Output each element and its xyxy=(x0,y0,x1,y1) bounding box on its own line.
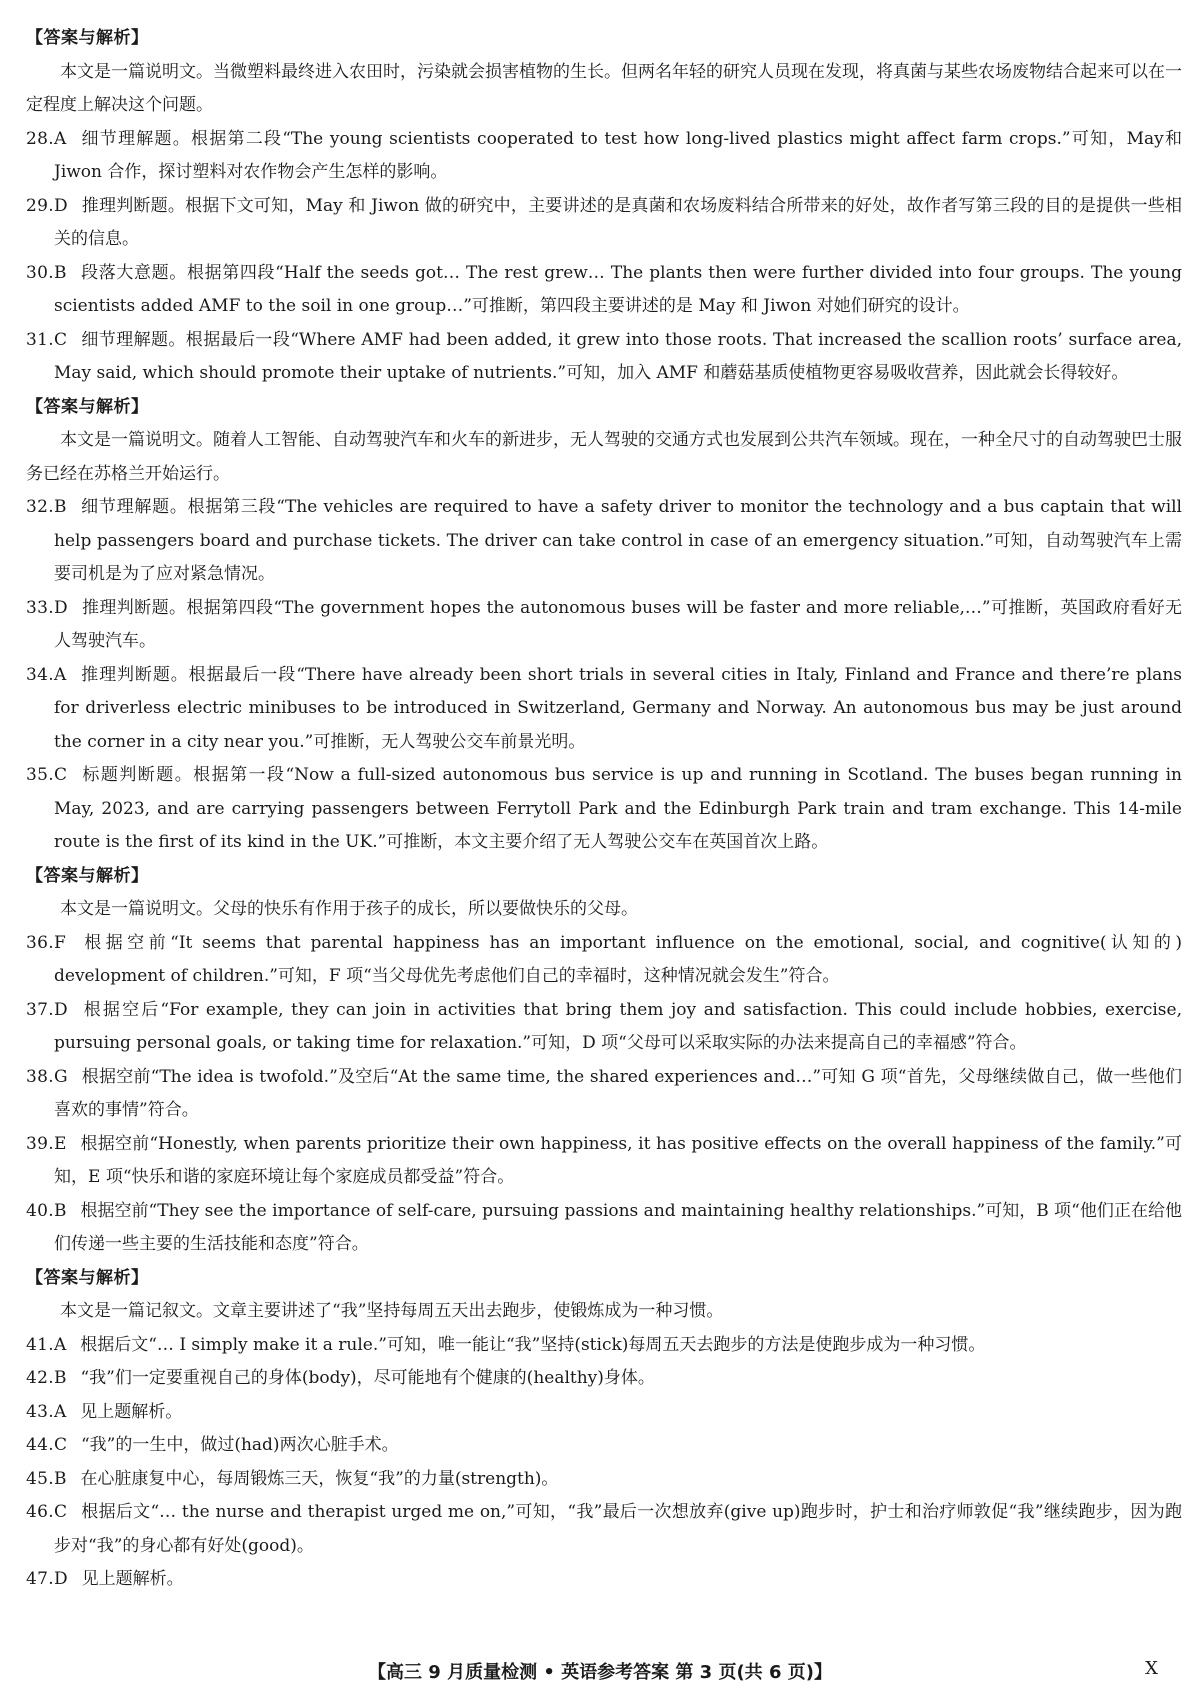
item-answer: B xyxy=(53,1468,67,1489)
item-answer: A xyxy=(53,128,67,149)
item-explanation: 推理判断题。根据下文可知，May 和 Jiwon 做的研究中，主要讲述的是真菌和农场废料结合所带来的好处，故作者写第三段的目的是提供一些相关的信息。 xyxy=(54,195,1182,249)
item-number: 42. xyxy=(26,1368,54,1388)
item-answer: C xyxy=(53,1435,67,1455)
item-answer: B xyxy=(53,1200,67,1221)
item-answer: B xyxy=(53,262,67,283)
answer-content xyxy=(26,22,1182,1597)
answer-item xyxy=(26,1329,1182,1363)
section-header: 【答案与解析】 xyxy=(26,396,149,417)
item-explanation: 根据后文“… the nurse and therapist urged me on,”可知，“我”最后一次想放弃(give up)跑步时，护士和治疗师敦促“我”继续跑步，因为跑步对“我”的身心都有好处(good)。 xyxy=(54,1502,1182,1556)
item-explanation: 推理判断题。根据第四段“The government hopes the autonomous buses will be faster and more reliable,…”可推断，英国政府看好无人驾驶汽车。 xyxy=(54,597,1182,651)
item-explanation: 根据空后“For example, they can join in activities that bring them joy and satisfaction. This could include hobbies, exercise, pursuing personal goals, or taking time for relaxation.”可知，D 项“父母可以采取实际的办法来提高自己的幸福感”符合。 xyxy=(54,999,1182,1053)
item-number: 43. xyxy=(26,1401,54,1422)
item-number: 44. xyxy=(26,1435,54,1455)
answer-item xyxy=(26,257,1182,324)
item-answer: D xyxy=(53,1569,68,1589)
item-explanation: “我”的一生中，做过(had)两次心脏手术。 xyxy=(80,1435,399,1455)
item-number: 28. xyxy=(26,128,54,149)
item-answer: E xyxy=(53,1133,67,1154)
item-number: 41. xyxy=(26,1334,54,1355)
section-header: 【答案与解析】 xyxy=(26,1267,149,1288)
answer-section xyxy=(26,860,1182,1262)
answer-item xyxy=(26,491,1182,592)
item-answer: B xyxy=(53,497,67,517)
item-answer: G xyxy=(53,1066,68,1087)
item-answer: D xyxy=(53,195,68,216)
item-answer: C xyxy=(53,765,67,785)
item-answer: A xyxy=(53,1334,67,1355)
answer-item xyxy=(26,659,1182,760)
section-intro: 本文是一篇记叙文。文章主要讲述了“我”坚持每周五天出去跑步，使锻炼成为一种习惯。 xyxy=(60,1301,724,1321)
answer-item xyxy=(26,592,1182,659)
answer-item xyxy=(26,759,1182,860)
item-explanation: 细节理解题。根据第三段“The vehicles are required to have a safety driver to monitor the technology and a bus captain that will help passengers board and purchase tickets. The driver can take control in case of an emergency situation.”可知，自动驾驶汽车上需要司机是为了应对紧急情况。 xyxy=(54,497,1182,584)
item-answer: A xyxy=(53,1401,67,1422)
item-explanation: 见上题解析。 xyxy=(80,1401,183,1422)
item-number: 36. xyxy=(26,932,54,953)
section-intro: 本文是一篇说明文。父母的快乐有作用于孩子的成长，所以要做快乐的父母。 xyxy=(60,899,638,919)
item-explanation: 根据空前“Honestly, when parents prioritize their own happiness, it has positive effects on the overall happiness of the family.”可知，E 项“快乐和谐的家庭环境让每个家庭成员都受益”符合。 xyxy=(54,1133,1182,1187)
section-header: 【答案与解析】 xyxy=(26,28,149,48)
answer-item xyxy=(26,1362,1182,1396)
item-number: 38. xyxy=(26,1066,54,1087)
item-number: 40. xyxy=(26,1200,54,1221)
footer-version-mark: X xyxy=(1145,1658,1158,1679)
item-number: 45. xyxy=(26,1468,54,1489)
item-number: 46. xyxy=(26,1502,54,1522)
item-explanation: 细节理解题。根据最后一段“Where AMF had been added, it grew into those roots. That increased the scallion roots’ surface area, May said, which should promote their uptake of nutrients.”可知，加入 AMF 和蘑菇基质使植物更容易吸收营养，因此就会长得较好。 xyxy=(54,329,1182,383)
answer-section xyxy=(26,391,1182,860)
item-number: 29. xyxy=(26,195,54,216)
section-intro: 本文是一篇说明文。随着人工智能、自动驾驶汽车和火车的新进步，无人驾驶的交通方式也发展到公共汽车领域。现在，一种全尺寸的自动驾驶巴士服务已经在苏格兰开始运行。 xyxy=(26,430,1182,484)
item-answer: B xyxy=(53,1368,67,1388)
item-explanation: 标题判断题。根据第一段“Now a full-sized autonomous bus service is up and running in Scotland. The buses began running in May, 2023, and are carrying passengers between Ferrytoll Park and the Edinburgh Park train and tram exchange. This 14-mile route is the first of its kind in the UK.”可推断，本文主要介绍了无人驾驶公交车在英国首次上路。 xyxy=(54,765,1182,852)
item-number: 33. xyxy=(26,597,54,618)
item-explanation: 根据空前“It seems that parental happiness has an important influence on the emotional, social, and cognitive(认知的) development of children.”可知，F 项“当父母优先考虑他们自己的幸福时，这种情况就会发生”符合。 xyxy=(54,932,1182,986)
answer-item xyxy=(26,994,1182,1061)
answer-item xyxy=(26,927,1182,994)
item-explanation: 段落大意题。根据第四段“Half the seeds got… The rest grew… The plants then were further divided into four groups. The young scientists added AMF to the soil in one group…”可推断，第四段主要讲述的是 May 和 Jiwon 对她们研究的设计。 xyxy=(54,262,1182,316)
item-number: 47. xyxy=(26,1569,54,1589)
answer-section xyxy=(26,22,1182,391)
item-explanation: 根据空前“They see the importance of self-care, pursuing passions and maintaining healthy relationships.”可知，B 项“他们正在给他们传递一些主要的生活技能和态度”符合。 xyxy=(54,1200,1182,1254)
section-header: 【答案与解析】 xyxy=(26,865,149,886)
item-answer: C xyxy=(53,329,67,350)
item-number: 35. xyxy=(26,765,54,785)
item-explanation: 在心脏康复中心，每周锻炼三天，恢复“我”的力量(strength)。 xyxy=(80,1468,559,1489)
answer-item xyxy=(26,123,1182,190)
item-number: 31. xyxy=(26,329,54,350)
item-explanation: 推理判断题。根据最后一段“There have already been short trials in several cities in Italy, Finland and France and there’re plans for driverless electric minibuses to be introduced in Switzerland, Germany and Norway. An autonomous bus may be just around the corner in a city near you.”可推断，无人驾驶公交车前景光明。 xyxy=(54,664,1182,752)
answer-item xyxy=(26,1563,1182,1597)
answer-item xyxy=(26,1128,1182,1195)
answer-item xyxy=(26,1396,1182,1430)
answer-item xyxy=(26,1463,1182,1497)
item-answer: C xyxy=(53,1502,67,1522)
item-number: 30. xyxy=(26,262,54,283)
item-explanation: 根据后文“… I simply make it a rule.”可知，唯一能让“我”坚持(stick)每周五天去跑步的方法是使跑步成为一种习惯。 xyxy=(80,1334,986,1355)
item-number: 34. xyxy=(26,664,54,685)
section-intro: 本文是一篇说明文。当微塑料最终进入农田时，污染就会损害植物的生长。但两名年轻的研究人员现在发现，将真菌与某些农场废物结合起来可以在一定程度上解决这个问题。 xyxy=(26,61,1182,115)
item-explanation: 根据空前“The idea is twofold.”及空后“At the same time, the shared experiences and…”可知 G 项“首先，父母继续做自己，做一些他们喜欢的事情”符合。 xyxy=(54,1066,1182,1120)
answer-item xyxy=(26,1195,1182,1262)
item-answer: A xyxy=(53,664,67,685)
item-answer: F xyxy=(53,932,66,953)
item-explanation: 见上题解析。 xyxy=(81,1569,184,1589)
item-answer: D xyxy=(53,597,68,618)
page-footer xyxy=(0,1658,1200,1692)
item-answer: D xyxy=(53,999,68,1020)
answer-item xyxy=(26,1429,1182,1463)
item-number: 32. xyxy=(26,497,54,517)
answer-item xyxy=(26,1496,1182,1563)
item-number: 37. xyxy=(26,999,54,1020)
answer-item xyxy=(26,324,1182,391)
item-explanation: 细节理解题。根据第二段“The young scientists cooperated to test how long-lived plastics might affect farm crops.”可知，May和 Jiwon 合作，探讨塑料对农作物会产生怎样的影响。 xyxy=(54,128,1182,182)
footer-page-info: 【高三 9 月质量检测 • 英语参考答案 第 3 页(共 6 页)】 xyxy=(368,1662,832,1683)
item-number: 39. xyxy=(26,1133,54,1154)
item-explanation: “我”们一定要重视自己的身体(body)，尽可能地有个健康的(healthy)身体。 xyxy=(80,1368,655,1388)
answer-section xyxy=(26,1262,1182,1597)
answer-item xyxy=(26,1061,1182,1128)
answer-item xyxy=(26,190,1182,257)
